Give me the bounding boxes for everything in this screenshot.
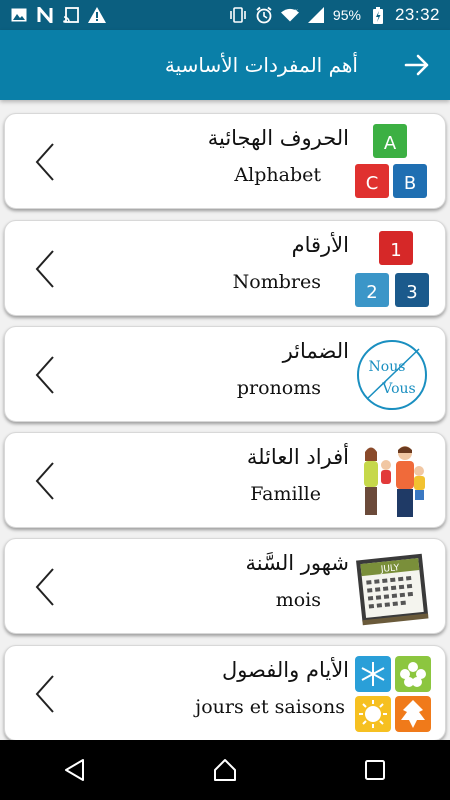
block-letter-a: A [383, 133, 397, 154]
chevron-left-icon [33, 674, 57, 714]
pronoun-vous: Vous [382, 381, 416, 397]
arrow-right-icon[interactable] [402, 50, 432, 80]
chevron-left-icon [33, 249, 57, 289]
item-title-arabic: أفراد العائلة [246, 445, 349, 469]
number-blocks-icon [353, 229, 431, 309]
status-bar-right [229, 5, 440, 25]
warning-icon [88, 6, 106, 24]
status-bar [0, 0, 450, 30]
pronouns-icon [353, 335, 431, 415]
item-title-arabic: الضمائر [282, 339, 349, 363]
battery-percent: 95% [332, 7, 361, 23]
list-item-days-seasons[interactable] [4, 645, 446, 741]
calendar-icon [353, 547, 431, 627]
calendar-month-label: JULY [380, 563, 400, 576]
wifi-icon [281, 6, 299, 24]
battery-icon [369, 6, 387, 24]
n-icon [36, 6, 54, 24]
app-bar [0, 30, 450, 100]
pronoun-nous: Nous [368, 359, 406, 375]
vibrate-icon [229, 6, 247, 24]
image-icon [10, 6, 28, 24]
list-item-numbers[interactable] [4, 220, 446, 316]
nav-home-icon[interactable] [205, 750, 245, 790]
nav-back-icon[interactable] [55, 750, 95, 790]
svg-text:×: × [294, 8, 299, 15]
chevron-left-icon [33, 355, 57, 395]
list-item-family[interactable] [4, 432, 446, 528]
item-title-arabic: شهور السَّنة [245, 551, 349, 575]
item-title-french: mois [275, 589, 321, 611]
clock: 23:32 [394, 5, 440, 24]
item-title-french: pronoms [236, 377, 321, 399]
list-item-alphabet[interactable] [4, 113, 446, 209]
nav-recents-icon[interactable] [355, 750, 395, 790]
block-letter-c: C [365, 173, 379, 194]
block-number-1: 1 [390, 240, 402, 261]
chevron-left-icon [33, 142, 57, 182]
item-title-arabic: الأرقام [291, 233, 349, 257]
block-number-3: 3 [406, 282, 418, 303]
item-title-arabic: الأيام والفصول [221, 658, 349, 682]
family-icon [353, 441, 431, 521]
block-number-2: 2 [366, 282, 378, 303]
chevron-left-icon [33, 567, 57, 607]
block-letter-b: B [403, 173, 417, 194]
signal-icon [307, 6, 325, 24]
alarm-icon [255, 6, 273, 24]
seasons-icon [353, 654, 431, 734]
item-title-french: Alphabet [234, 164, 321, 186]
status-bar-left [10, 6, 106, 24]
item-title-arabic: الحروف الهجائية [207, 126, 349, 150]
item-title-french: jours et saisons [195, 696, 345, 718]
list-item-months[interactable] [4, 538, 446, 634]
navigation-bar [0, 740, 450, 800]
item-title-french: Nombres [232, 271, 321, 293]
item-title-french: Famille [250, 483, 321, 505]
page-title: أهم المفردات الأساسية [164, 53, 358, 77]
abc-blocks-icon [353, 122, 431, 202]
chevron-left-icon [33, 461, 57, 501]
cast-icon [62, 6, 80, 24]
list-item-pronouns[interactable] [4, 326, 446, 422]
